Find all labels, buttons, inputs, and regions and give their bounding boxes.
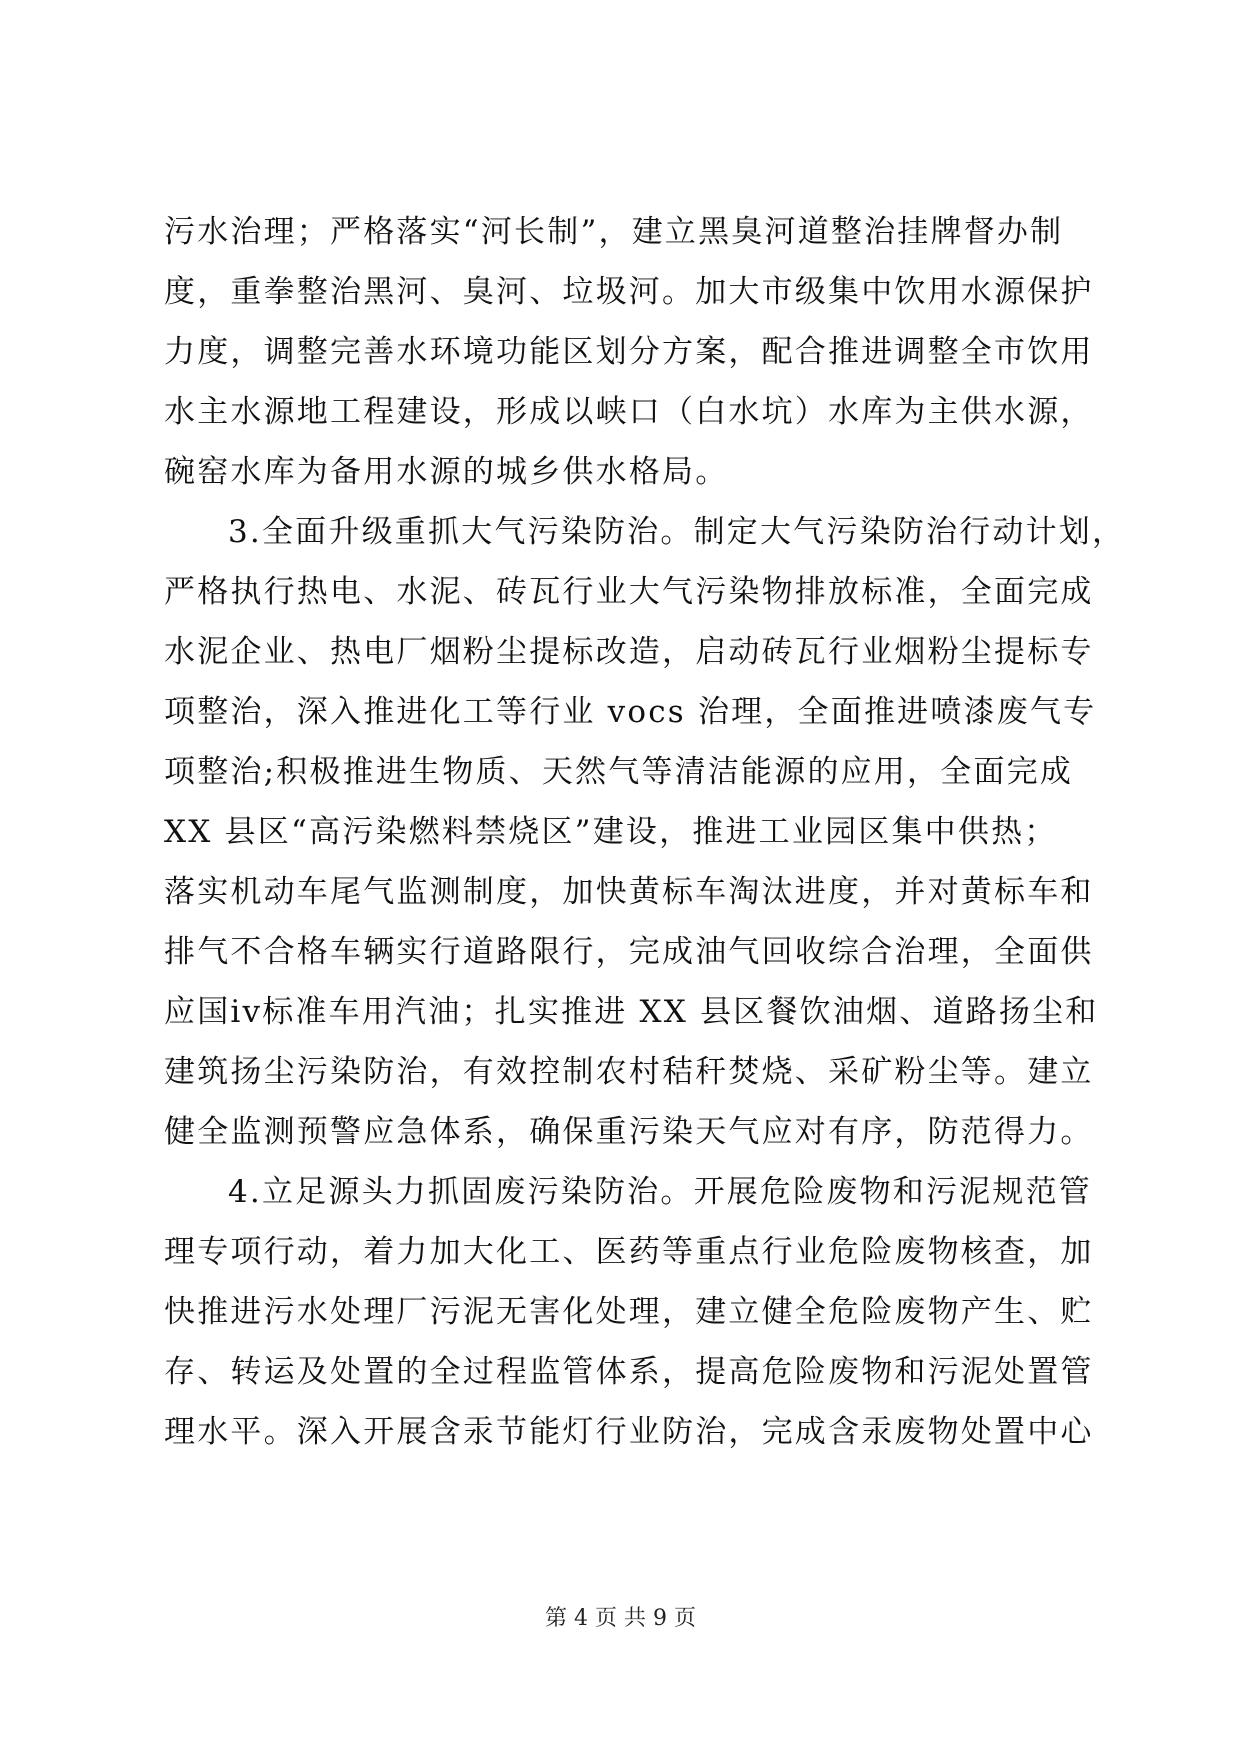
text-line: 快推进污水处理厂污泥无害化处理，建立健全危险废物产生、贮 [164,1294,1094,1330]
text-line: 落实机动车尾气监测制度，加快黄标车淘汰进度，并对黄标车和 [164,874,1094,910]
text-line: 项整治;积极推进生物质、天然气等清洁能源的应用，全面完成 [164,754,1074,790]
text-line: 度，重拳整治黑河、臭河、垃圾河。加大市级集中饮用水源保护 [164,274,1094,310]
text-line: 存、转运及处置的全过程监管体系，提高危险废物和污泥处置管 [164,1354,1094,1390]
section-heading-4: 4.立足源头力抓固废污染防治。开展危险废物和污泥规范管 [228,1174,1092,1210]
text-line: XX 县区“高污染燃料禁烧区”建设，推进工业园区集中供热； [164,814,1058,850]
text-line: 项整治，深入推进化工等行业 vocs 治理，全面推进喷漆废气专 [164,694,1097,730]
text-line: 水主水源地工程建设，形成以峡口（白水坑）水库为主供水源， [164,394,1094,430]
text-line: 水泥企业、热电厂烟粉尘提标改造，启动砖瓦行业烟粉尘提标专 [164,634,1094,670]
text-line: 理水平。深入开展含汞节能灯行业防治，完成含汞废物处置中心 [164,1414,1094,1450]
text-line: 力度，调整完善水环境功能区划分方案，配合推进调整全市饮用 [164,334,1094,370]
text-line: 应国iv标准车用汽油；扎实推进 XX 县区餐饮油烟、道路扬尘和 [164,994,1099,1030]
text-line: 建筑扬尘污染防治，有效控制农村秸秆焚烧、采矿粉尘等。建立 [164,1054,1094,1090]
text-line: 污水治理；严格落实“河长制”，建立黑臭河道整治挂牌督办制 [164,214,1064,250]
page-number-footer: 第 4 页 共 9 页 [545,1606,696,1631]
text-line: 碗窑水库为备用水源的城乡供水格局。 [164,454,729,490]
text-line: 严格执行热电、水泥、砖瓦行业大气污染物排放标准，全面完成 [164,574,1094,610]
section-heading-3: 3.全面升级重抓大气污染防治。制定大气污染防治行动计划， [228,514,1126,550]
text-line: 健全监测预警应急体系，确保重污染天气应对有序，防范得力。 [164,1114,1094,1150]
text-line: 理专项行动，着力加大化工、医药等重点行业危险废物核查，加 [164,1234,1094,1270]
text-line: 排气不合格车辆实行道路限行，完成油气回收综合治理，全面供 [164,934,1094,970]
